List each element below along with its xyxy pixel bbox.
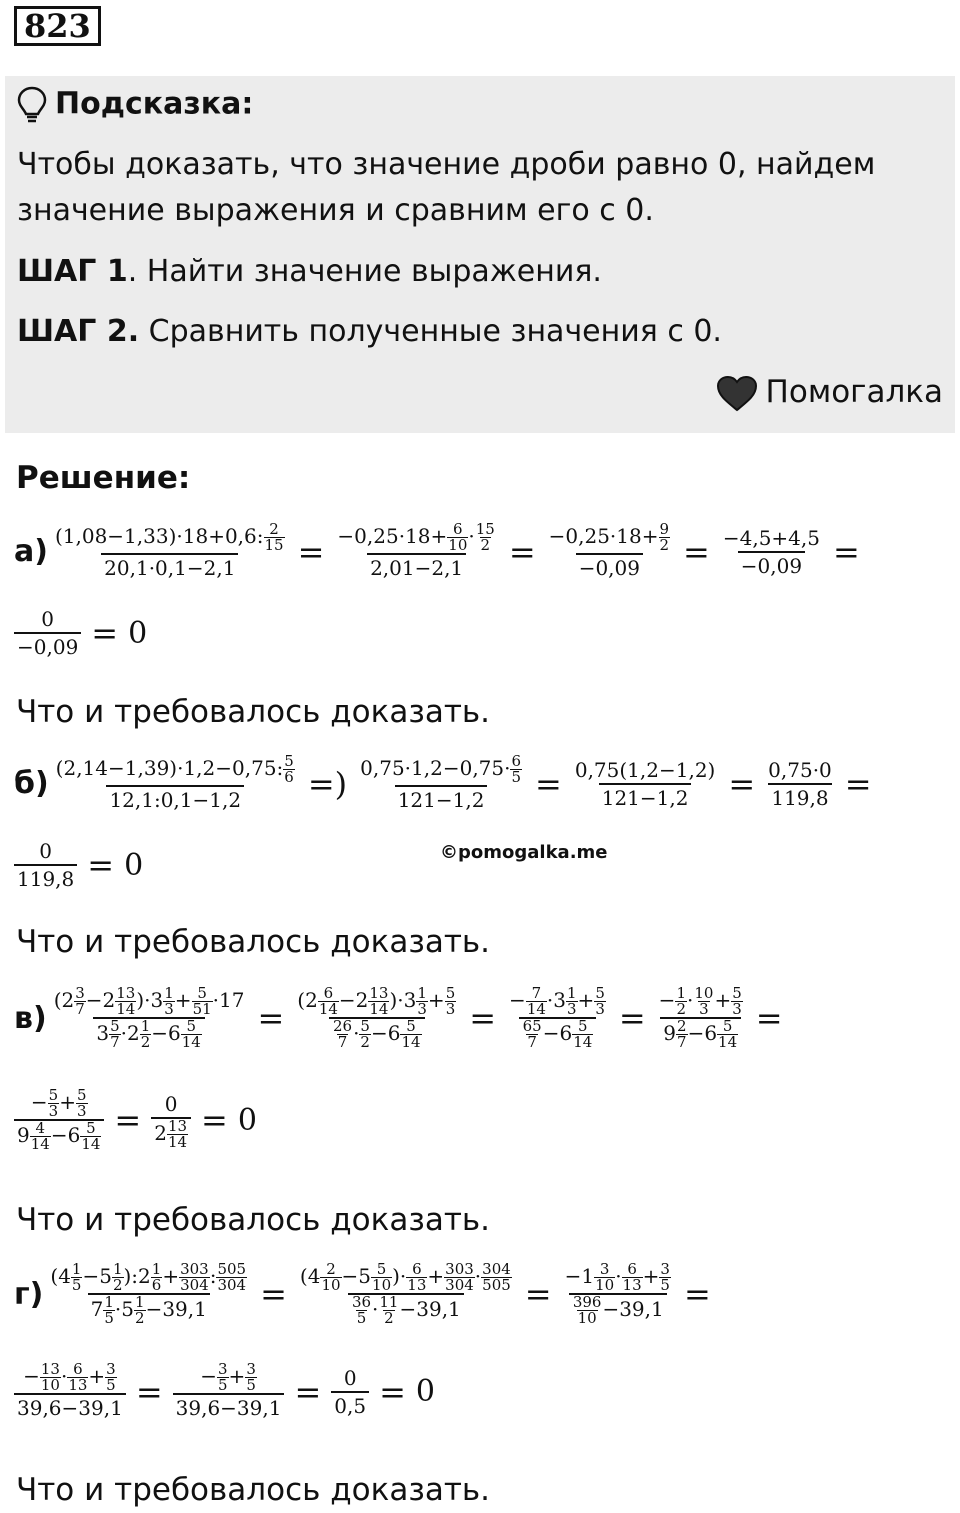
brand-name: Помогалка: [765, 374, 943, 410]
step-1-text: . Найти значение выражения.: [127, 254, 602, 289]
fraction: $\frac{-4,5+4,5}{-0,09}$: [722, 525, 820, 578]
fraction: (4 $\frac{2}{10}$ −5 $\frac{5}{10}$ )· $\frac{6}{13}$ + $\frac{303}{304}$ · $\frac{304}{505}$ $\frac{36}{5}$ · $\frac{11}{2}$ −39,1: [299, 1260, 511, 1327]
conclusion-g: Что и требовалось доказать.: [16, 1472, 491, 1508]
hint-step-2: [17, 312, 722, 352]
part-a-line-2: $\frac{0}{-0,09}$ = 0: [14, 606, 147, 660]
fraction: 0 2 $\frac{13}{14}$: [151, 1091, 191, 1150]
fraction: $\frac{0}{-0,09}$: [14, 606, 81, 660]
fraction: $\frac{0,75\cdot 0}{119,8}$: [768, 757, 832, 810]
step-2-label: ШАГ 2.: [17, 314, 140, 349]
part-v-label: в): [14, 1000, 47, 1036]
fraction: (2 $\frac{6}{14}$ −2 $\frac{13}{14}$ )·3 $\frac{1}{3}$ + $\frac{5}{3}$ $\frac{26}{7}$ · $\frac{5}{2}$ −6 $\frac{5}{14}$: [297, 984, 456, 1051]
part-g-line-2: − $\frac{13}{10}$ · $\frac{6}{13}$ + $\frac{3}{5}$ 39,6−39,1 = − $\frac{3}{5}$ + $\frac{3}{5}$ 39,6−39,1 = $\frac{0}{0,5}$ = 0: [14, 1362, 435, 1421]
fraction: 0,75·1,2−0,75· $\frac{6}{5}$ 121−1,2: [360, 752, 522, 812]
hint-box: [5, 76, 955, 433]
part-v-line-2: − $\frac{5}{3}$ + $\frac{5}{3}$ 9 $\frac{4}{14}$ −6 $\frac{5}{14}$ = 0 2 $\frac{13}{14}$ = 0: [14, 1088, 257, 1152]
fraction: −1 $\frac{3}{10}$ · $\frac{6}{13}$ + $\frac{3}{5}$ $\frac{396}{10}$ −39,1: [564, 1260, 670, 1327]
fraction: $\frac{0,75(1,2-1,2)}{121-1,2}$: [574, 757, 716, 810]
fraction: − $\frac{5}{3}$ + $\frac{5}{3}$ 9 $\frac{4}{14}$ −6 $\frac{5}{14}$: [14, 1088, 104, 1152]
lightbulb-icon: [17, 86, 47, 124]
part-v-line-1: в) (2 $\frac{3}{7}$ −2 $\frac{13}{14}$ )·3 $\frac{1}{3}$ + $\frac{5}{51}$ ·17 3 $\frac{5}{7}$ ·2 $\frac{1}{2}$ −6 $\frac{5}{14}$ = (2 $\frac{6}{14}$ −2 $\frac{13}{14}$ )·3 $\frac{1}{3}$ + $\frac{5}{3}$ $\frac{26}{7}$ · $\frac{5}{2}$ −6 $\frac{5}{14}$ = − $\frac{7}{14}$ ·3 $\frac{1}{3}$ + $\frac{5}{3}$ $\frac{65}{7}$ −6 $\frac{5}{14}$ = − $\frac{1}{2}$ · $\frac{10}{3}$ + $\frac{5}{3}$ 9 $\frac{2}{7}$ −6 $\frac{5}{14}$ =: [14, 984, 783, 1051]
part-g-line-1: г) (4 $\frac{1}{5}$ −5 $\frac{1}{2}$ ):2 $\frac{1}{6}$ + $\frac{303}{304}$ : $\frac{505}{304}$ 7 $\frac{1}{5}$ ·5 $\frac{1}{2}$ −39,1 = (4 $\frac{2}{10}$ −5 $\frac{5}{10}$ )· $\frac{6}{13}$ + $\frac{303}{304}$ · $\frac{304}{505}$ $\frac{36}{5}$ · $\frac{11}{2}$ −39,1 = −1 $\frac{3}{10}$ · $\frac{6}{13}$ + $\frac{3}{5}$ $\frac{396}{10}$ −39,1 =: [14, 1260, 711, 1327]
fraction: (1,08−1,33)·18+0,6: $\frac{2}{15}$ 20,1·0,1−2,1: [54, 520, 284, 580]
fraction: − $\frac{7}{14}$ ·3 $\frac{1}{3}$ + $\frac{5}{3}$ $\frac{65}{7}$ −6 $\frac{5}{14}$: [509, 984, 605, 1051]
hint-title: [17, 86, 253, 124]
fraction: (2 $\frac{3}{7}$ −2 $\frac{13}{14}$ )·3 $\frac{1}{3}$ + $\frac{5}{51}$ ·17 3 $\frac{5}{7}$ ·2 $\frac{1}{2}$ −6 $\frac{5}{14}$: [53, 984, 245, 1051]
heart-icon: [716, 375, 758, 413]
fraction: −0,25·18+ $\frac{6}{10}$ · $\frac{15}{2}$ 2,01−2,1: [337, 520, 495, 580]
step-1-label: ШАГ 1: [17, 254, 128, 289]
brand: [716, 372, 943, 413]
watermark: ©pomogalka.me: [440, 842, 608, 863]
conclusion-v: Что и требовалось доказать.: [16, 1202, 491, 1238]
fraction: $\frac{0}{119,8}$: [14, 838, 77, 892]
fraction: (4 $\frac{1}{5}$ −5 $\frac{1}{2}$ ):2 $\frac{1}{6}$ + $\frac{303}{304}$ : $\frac{505}{304}$ 7 $\frac{1}{5}$ ·5 $\frac{1}{2}$ −39,1: [50, 1260, 247, 1327]
part-b-label: б): [14, 766, 49, 801]
part-g-label: г): [14, 1276, 44, 1312]
hint-text: Чтобы доказать, что значение дроби равно 0, найдем значение выражения и сравним его с 0.: [17, 147, 876, 228]
conclusion-b: Что и требовалось доказать.: [16, 924, 491, 960]
fraction: − $\frac{1}{2}$ · $\frac{10}{3}$ + $\frac{5}{3}$ 9 $\frac{2}{7}$ −6 $\frac{5}{14}$: [658, 984, 742, 1051]
part-a-label: а): [14, 534, 48, 569]
hint-title-text: Подсказка:: [55, 86, 254, 122]
part-b-line-2: $\frac{0}{119,8}$ = 0: [14, 838, 143, 892]
part-b-line-1: б) (2,14−1,39)·1,2−0,75: $\frac{5}{6}$ 12,1:0,1−1,2 =) 0,75·1,2−0,75· $\frac{6}{5}$ 121−1,2 = $\frac{0,75(1,2-1,2)}{121-1,2}$ = $\frac{0,75\cdot 0}{119,8}$ =: [14, 752, 872, 812]
fraction: (2,14−1,39)·1,2−0,75: $\frac{5}{6}$ 12,1:0,1−1,2: [55, 752, 294, 812]
step-2-text: Сравнить полученные значения с 0.: [139, 314, 722, 349]
solution-title: Решение:: [16, 460, 191, 496]
fraction: − $\frac{13}{10}$ · $\frac{6}{13}$ + $\frac{3}{5}$ 39,6−39,1: [14, 1362, 126, 1421]
fraction: − $\frac{3}{5}$ + $\frac{3}{5}$ 39,6−39,1: [173, 1362, 285, 1421]
fraction: $\frac{0}{0,5}$: [331, 1365, 369, 1419]
conclusion-a: Что и требовалось доказать.: [16, 694, 491, 730]
part-a-line-1: а) (1,08−1,33)·18+0,6: $\frac{2}{15}$ 20,1·0,1−2,1 = −0,25·18+ $\frac{6}{10}$ · $\frac{15}{2}$ 2,01−2,1 = −0,25·18+ $\frac{9}{2}$ −0,09 = $\frac{-4,5+4,5}{-0,09}$ =: [14, 520, 860, 580]
task-number: 823: [14, 6, 101, 46]
hint-step-1: [17, 252, 602, 292]
fraction: −0,25·18+ $\frac{9}{2}$ −0,09: [548, 520, 670, 580]
